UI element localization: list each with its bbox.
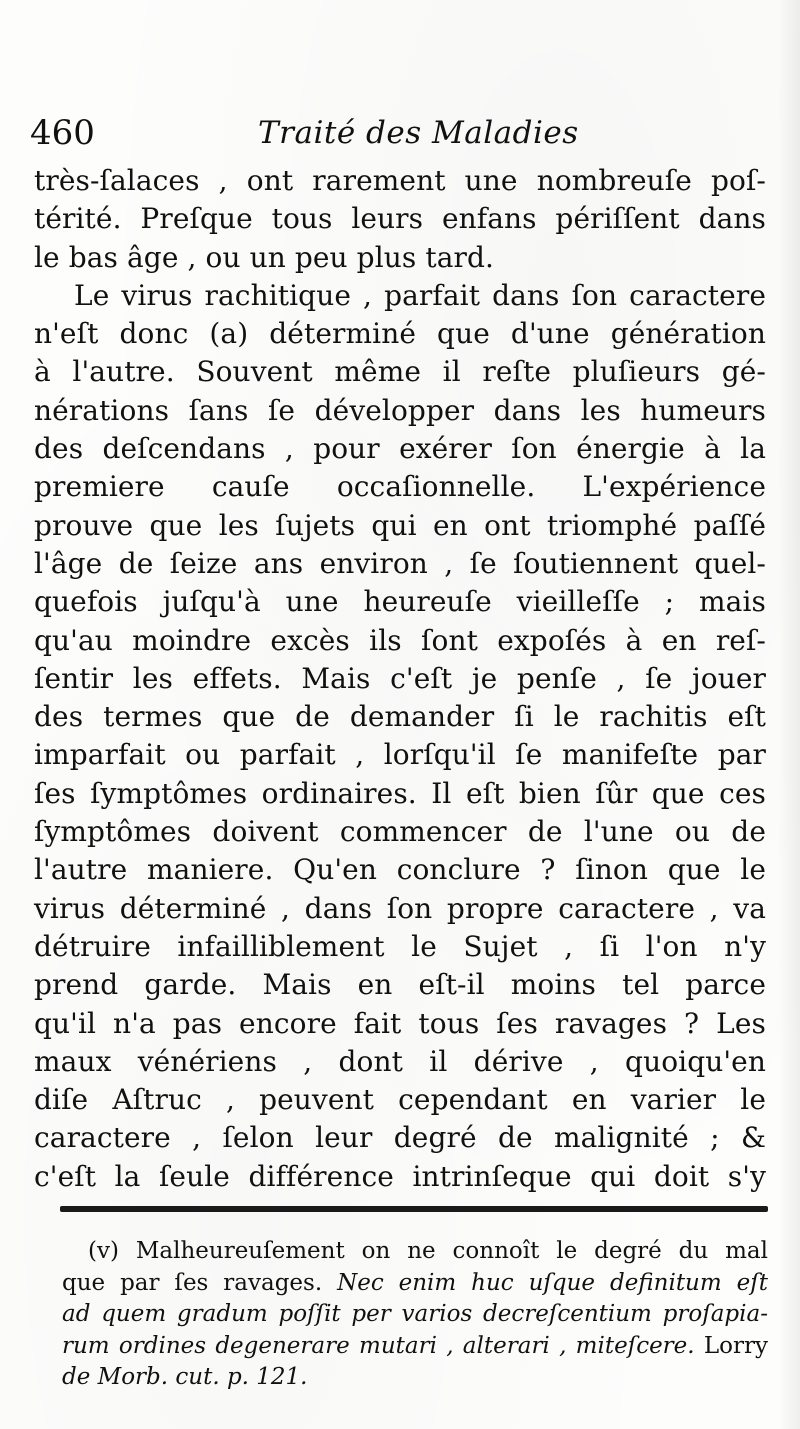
footnote [62, 1236, 768, 1394]
text-line: le bas âge , ou un peu plus tard. [34, 240, 495, 274]
page-edge-shadow [778, 0, 800, 1429]
text-line: premiere cauſe occaſionnelle. L'expérience [34, 470, 766, 504]
text-line: l'âge de ſeize ans environ , ſe ſoutiennent quel- [34, 546, 766, 580]
footnote-line [62, 1268, 768, 1300]
body-text [34, 162, 766, 1196]
footnote-citation-author: Lorry [694, 1332, 768, 1359]
text-line: Le virus rachitique , parfait dans ſon caractere [74, 278, 766, 312]
text-line: nérations ſans ſe développer dans les humeurs [34, 393, 766, 427]
text-line: prouve que les ſujets qui en ont triomphé paſſé [34, 508, 766, 542]
text-line: maux vénériens , dont il dérive , quoiqu'en [34, 1044, 766, 1078]
text-line: c'eſt la ſeule différence intrinſeque qui doit s'y [34, 1159, 766, 1193]
text-line: ſymptômes doivent commencer de l'une ou de [34, 815, 766, 849]
text-line: détruire infailliblement le Sujet , ſi l'on n'y [34, 929, 766, 963]
text-line: quefois juſqu'à une heureuſe vieilleſſe ; mais [34, 585, 766, 619]
text-line: des deſcendans , pour exérer ſon énergie à la [34, 432, 766, 466]
text-line: prend garde. Mais en eſt-il moins tel parce [34, 968, 766, 1002]
text-line: imparfait ou parfait , lorſqu'il ſe manifeſte par [34, 738, 766, 772]
text-line: l'autre maniere. Qu'en conclure ? ſinon que le [34, 853, 766, 887]
text-line: ſentir les effets. Mais c'eſt je penſe , ſe jouer [34, 661, 766, 695]
text-line: ſes ſymptômes ordinaires. Il eſt bien ſûr que ces [34, 776, 766, 810]
footnote-latin-quote: rum ordines degenerare mutari , alterari , miteſcere. [62, 1332, 695, 1359]
footnote-line [62, 1331, 768, 1363]
footnote-roman-text: que par ſes ravages. [62, 1269, 338, 1296]
footnote-citation: de Morb. cut. p. 121. [62, 1364, 308, 1390]
text-line: très-ſalaces , ont rarement une nombreuſe poſ- [34, 164, 766, 197]
text-line: térité. Preſque tous leurs enfans périſſent dans [34, 202, 766, 236]
text-line: n'eſt donc (a) déterminé que d'une génération [34, 317, 766, 351]
footnote-line: (v) Malheureuſement on ne connoît le degré du mal [88, 1238, 768, 1264]
page-header [30, 110, 770, 156]
text-line: caractere , ſelon leur degré de malignité ; & [34, 1121, 766, 1155]
footnote-latin-quote: Nec enim huc uſque definitum eſt [337, 1269, 768, 1296]
text-line: virus déterminé , dans ſon propre caractere , va [34, 891, 766, 925]
text-line: qu'il n'a pas encore fait tous ſes ravages ? Les [34, 1006, 766, 1040]
text-line: des termes que de demander ſi le rachitis eſt [34, 700, 766, 734]
footnote-rule [60, 1206, 768, 1212]
text-line: diſe Aſtruc , peuvent cependant en varier le [34, 1083, 766, 1117]
text-line: qu'au moindre excès ils ſont expoſés à en reſ- [34, 623, 766, 657]
text-line: à l'autre. Souvent même il reſte pluſieurs gé- [34, 355, 766, 389]
footnote-latin-quote: ad quem gradum poſſit per varios decreſcentium proſapia- [62, 1301, 768, 1327]
running-head: Traité des Maladies [258, 115, 579, 151]
page-number: 460 [30, 113, 95, 153]
